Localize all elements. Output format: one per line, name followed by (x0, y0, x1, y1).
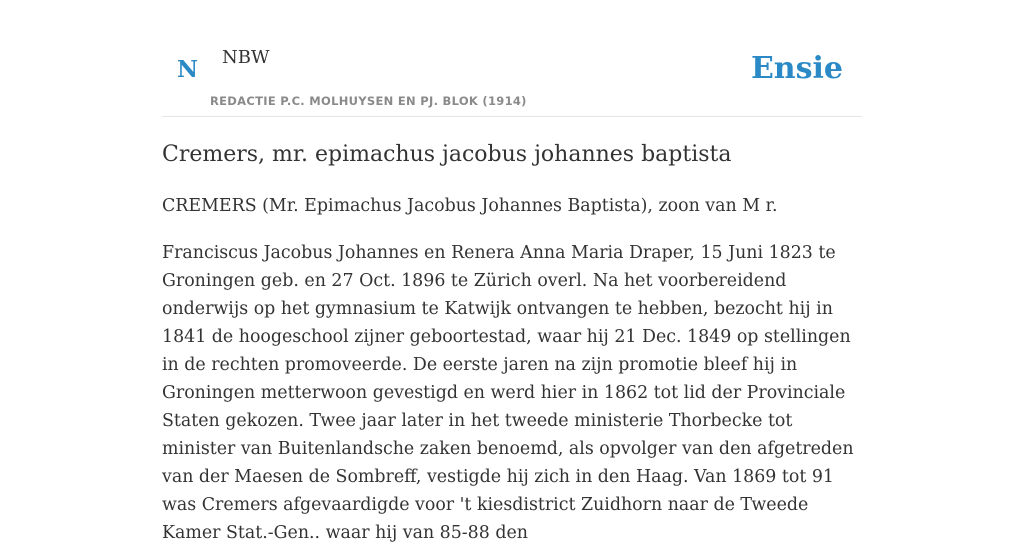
source-name[interactable]: NBW (222, 47, 270, 68)
brand-logo[interactable]: Ensie (750, 51, 843, 86)
source-header (162, 0, 862, 117)
article-paragraph: CREMERS (Mr. Epimachus Jacobus Johannes Baptista), zoon van M r. (162, 196, 778, 216)
source-logo[interactable]: N (177, 56, 199, 83)
source-subtitle: REDACTIE P.C. MOLHUYSEN EN PJ. BLOK (1914) (210, 94, 527, 108)
article-title: Cremers, mr. epimachus jacobus johannes baptista (162, 142, 732, 167)
article-paragraph: Franciscus Jacobus Johannes en Renera Anna Maria Draper, 15 Juni 1823 te Groningen geb. en 27 Oct. 1896 te Zürich overl. Na het voorbereidend onderwijs op het gymnasium te Katwijk ontvangen te hebben, bezocht hij in 1841 de hoogeschool zijner geboortestad, waar hij 21 Dec. 1849 op stellingen in de rechten promoveerde. De eerste jaren na zijn promotie bleef hij in Groningen metterwoon gevestigd en werd hier in 1862 tot lid der Provinciale Staten gekozen. Twee jaar later in het tweede ministerie Thorbecke tot minister van Buitenlandsche zaken benoemd, als opvolger van den afgetreden van der Maesen de Sombreff, vestigde hij zich in den Haag. Van 1869 tot 91 was Cremers afgevaardigde voor 't kiesdistrict Zuidhorn naar de Tweede Kamer Stat.-Gen.. waar hij van 85-88 den (162, 243, 854, 543)
